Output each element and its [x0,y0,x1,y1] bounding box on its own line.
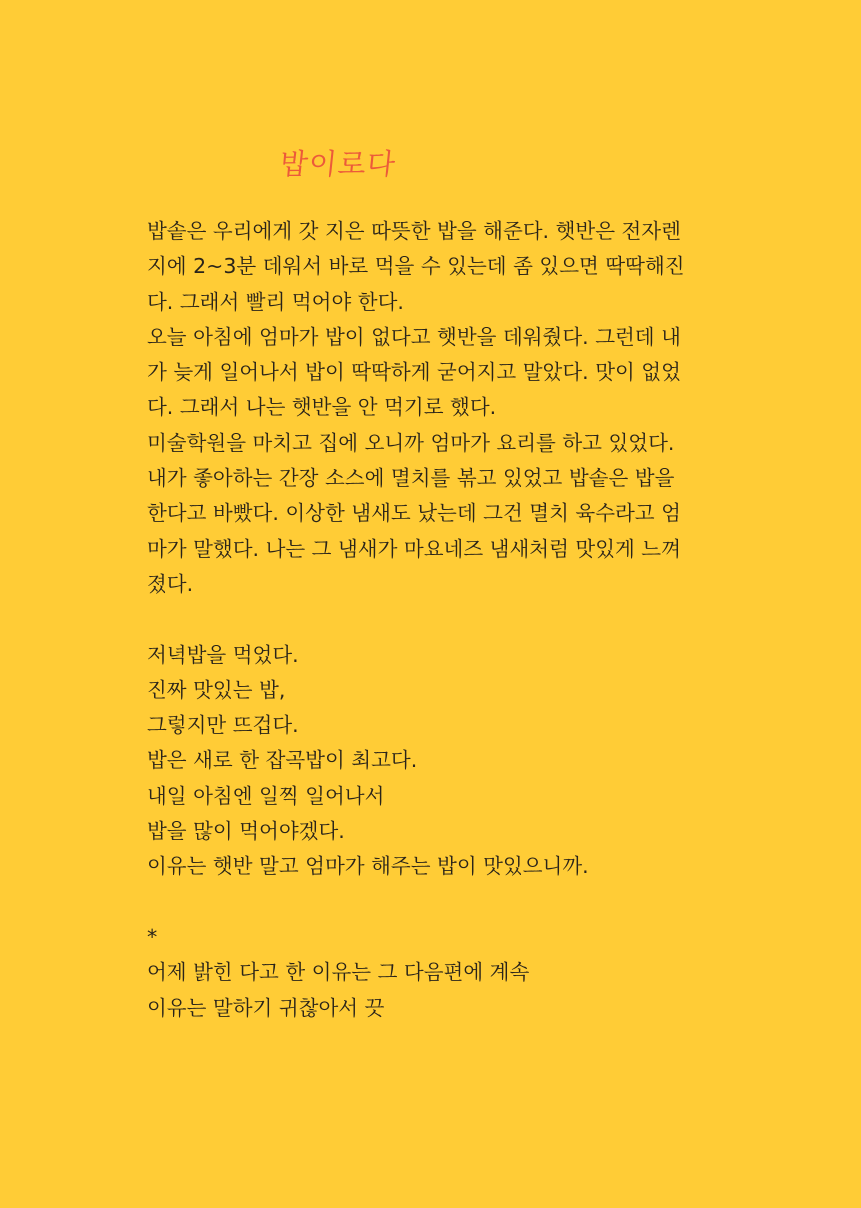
poem-line: 그렇지만 뜨겁다. [147,713,299,738]
paragraph-line: 내가 좋아하는 간장 소스에 멸치를 볶고 있었고 밥솥은 밥을 [147,466,675,491]
poem-line: 진짜 맛있는 밥, [147,677,286,702]
paragraph-line: 지에 2~3분 데워서 바로 먹을 수 있는데 좀 있으면 딱딱해진 [147,254,685,279]
paragraph-line: 졌다. [147,571,194,596]
paragraph-line: 오늘 아침에 엄마가 밥이 없다고 햇반을 데워줬다. 그런데 내 [147,324,681,349]
body-text [147,214,747,1026]
paragraph-line: 가 늦게 일어나서 밥이 딱딱하게 굳어지고 말았다. 맛이 없었 [147,360,681,385]
paragraph-line: 다. 그래서 빨리 먹어야 한다. [147,289,404,314]
footnote-line: 이유는 말하기 귀찮아서 끗 [147,995,385,1020]
poem-line: 이유는 햇반 말고 엄마가 해주는 밥이 맛있으니까. [147,854,589,879]
poem-line: 밥을 많이 먹어야겠다. [147,819,345,844]
footnote-line: 어제 밝힌 다고 한 이유는 그 다음편에 계속 [147,960,530,985]
paragraph-line: 한다고 바빴다. 이상한 냄새도 났는데 그건 멸치 육수라고 엄 [147,501,681,526]
page-title: 밥이로다 [278,147,398,181]
paragraph-line: 마가 말했다. 나는 그 냄새가 마요네즈 냄새처럼 맛있게 느껴 [147,536,681,561]
paragraph-line: 미술학원을 마치고 집에 오니까 엄마가 요리를 하고 있었다. [147,430,675,455]
poem-line: 내일 아침엔 일찍 일어나서 [147,783,385,808]
paragraph-line: 밥솥은 우리에게 갓 지은 따뜻한 밥을 해준다. 햇반은 전자렌 [147,219,681,243]
blank-line [147,885,747,920]
blank-line [147,602,747,637]
footnote-marker: * [147,924,158,949]
poem-line: 밥은 새로 한 잡곡밥이 최고다. [147,748,418,773]
poem-line: 저녁밥을 먹었다. [147,642,299,667]
paragraph-line: 다. 그래서 나는 햇반을 안 먹기로 했다. [147,395,497,420]
